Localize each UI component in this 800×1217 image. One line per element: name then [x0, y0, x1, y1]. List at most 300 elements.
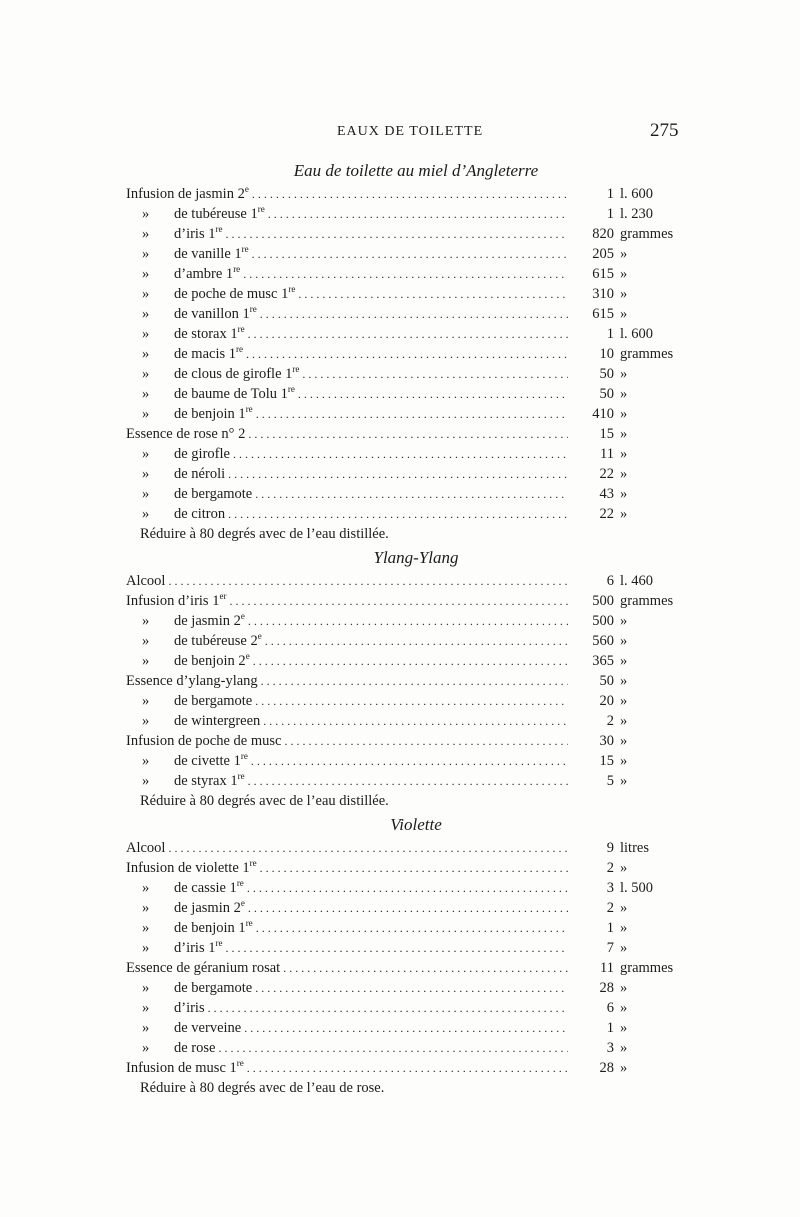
quantity [568, 591, 673, 611]
quantity-value: 50 [599, 673, 614, 689]
quantity [568, 691, 627, 711]
ingredient-row [126, 878, 688, 898]
ingredient-label [126, 631, 568, 651]
ingredient-label [126, 464, 568, 484]
ingredient-row [126, 404, 688, 424]
ingredient-name: de tubéreuse 1 [174, 206, 258, 222]
quantity-value: 205 [592, 246, 614, 262]
ingredient-name: de violette 1 [177, 860, 250, 876]
ditto-mark: » [142, 900, 150, 916]
ditto-mark: » [142, 306, 150, 322]
quantity-value: 50 [599, 366, 614, 382]
ingredient-row [126, 224, 688, 244]
quantity-value: 1 [606, 1020, 614, 1036]
ordinal-suffix: re [215, 224, 223, 235]
quantity [568, 324, 653, 344]
quantity-value: 410 [592, 406, 614, 422]
quantity-value: 15 [599, 426, 614, 442]
ordinal-suffix: e [257, 631, 262, 642]
quantity-value: 7 [606, 940, 614, 956]
section-title: Violette [390, 815, 442, 834]
ingredient-label [126, 671, 568, 691]
quantity [568, 671, 627, 691]
ingredient-name: de vanillon 1 [174, 306, 250, 322]
ordinal-suffix: re [249, 304, 257, 315]
ingredient-type: Essence [126, 426, 173, 442]
quantity-value: 11 [600, 960, 614, 976]
quantity-value: 615 [592, 306, 614, 322]
ditto-mark: » [142, 920, 150, 936]
ingredient-label [126, 571, 568, 591]
page-header [0, 120, 800, 150]
ingredient-name: de néroli [174, 466, 226, 482]
ordinal-suffix: e [240, 898, 245, 909]
quantity-unit: grammes [620, 346, 674, 362]
quantity-unit: litres [620, 840, 649, 856]
recipe-section [126, 545, 688, 812]
quantity-value: 6 [606, 1000, 614, 1016]
ingredient-label [126, 751, 568, 771]
quantity-unit: l. 500 [620, 880, 654, 896]
quantity [568, 938, 627, 958]
ordinal-suffix: re [236, 344, 244, 355]
quantity-unit: » [620, 386, 628, 402]
ingredient-label [126, 224, 568, 244]
ingredient-label [126, 424, 568, 444]
quantity-unit: grammes [620, 593, 674, 609]
quantity [568, 424, 627, 444]
ingredient-row [126, 244, 688, 264]
ingredient-name: de vanille 1 [174, 246, 242, 262]
ingredient-row [126, 938, 688, 958]
ingredient-row [126, 771, 688, 791]
ingredient-row [126, 464, 688, 484]
ditto-mark: » [142, 633, 150, 649]
quantity [568, 838, 649, 858]
ingredient-row [126, 384, 688, 404]
quantity-value: 1 [606, 326, 614, 342]
ingredient-label [126, 611, 568, 631]
ingredient-type: Infusion [126, 860, 175, 876]
ordinal-suffix: e [244, 184, 249, 195]
running-title: EAUX DE TOILETTE [337, 124, 484, 139]
recipe-content [126, 158, 688, 1099]
ingredient-type: Essence [126, 960, 173, 976]
ingredient-row [126, 324, 688, 344]
ingredient-label [126, 711, 568, 731]
ordinal-suffix: re [237, 324, 245, 335]
ingredient-label [126, 504, 568, 524]
quantity-unit: » [620, 653, 628, 669]
quantity-unit: » [620, 446, 628, 462]
ingredient-name: de benjoin 1 [174, 920, 246, 936]
quantity-unit: » [620, 733, 628, 749]
quantity-unit: » [620, 613, 628, 629]
quantity-unit: l. 600 [620, 186, 654, 202]
ingredient-label [126, 591, 568, 611]
quantity-unit: grammes [620, 960, 674, 976]
quantity-unit: » [620, 1000, 628, 1016]
ingredient-row [126, 898, 688, 918]
ingredient-name: de rose n° 2 [176, 426, 246, 442]
ingredient-name: de benjoin 2 [174, 653, 246, 669]
quantity [568, 264, 627, 284]
quantity [568, 878, 653, 898]
quantity [568, 611, 627, 631]
ingredient-row [126, 504, 688, 524]
ditto-mark: » [142, 246, 150, 262]
page-number: 275 [650, 120, 679, 141]
ingredient-name: de cassie 1 [174, 880, 237, 896]
quantity-unit: » [620, 1040, 628, 1056]
ingredient-name: de poche de musc 1 [174, 286, 289, 302]
ingredient-label [126, 184, 568, 204]
quantity-value: 1 [606, 920, 614, 936]
quantity-value: 2 [606, 860, 614, 876]
ingredient-name: de rose [174, 1040, 216, 1056]
ingredient-row [126, 731, 688, 751]
quantity-unit: » [620, 306, 628, 322]
quantity-value: 560 [592, 633, 614, 649]
quantity-unit: » [620, 633, 628, 649]
ditto-mark: » [142, 226, 150, 242]
ingredient-type: Alcool [126, 840, 166, 856]
ordinal-suffix: re [236, 1058, 244, 1069]
ingredient-row [126, 751, 688, 771]
ingredient-name: d’ambre 1 [174, 266, 234, 282]
ingredient-label [126, 244, 568, 264]
ingredient-name: d’ylang-ylang [176, 673, 258, 689]
ingredient-name: de géranium rosat [176, 960, 281, 976]
ingredient-row [126, 711, 688, 731]
quantity-value: 43 [599, 486, 614, 502]
ingredient-label [126, 484, 568, 504]
quantity-value: 28 [599, 1060, 614, 1076]
ingredient-label [126, 731, 568, 751]
ingredient-row [126, 958, 688, 978]
ditto-mark: » [142, 406, 150, 422]
ingredient-row [126, 978, 688, 998]
ordinal-suffix: re [245, 404, 253, 415]
quantity-value: 500 [592, 613, 614, 629]
ingredient-type: Infusion [126, 1060, 175, 1076]
quantity [568, 284, 627, 304]
quantity [568, 384, 627, 404]
ingredient-label [126, 284, 568, 304]
ingredient-row [126, 611, 688, 631]
quantity [568, 464, 627, 484]
ingredient-label [126, 384, 568, 404]
quantity-unit: » [620, 773, 628, 789]
ingredient-type: Infusion [126, 593, 175, 609]
ditto-mark: » [142, 773, 150, 789]
ingredient-label [126, 838, 568, 858]
quantity-unit: » [620, 693, 628, 709]
ingredient-name: de bergamote [174, 693, 253, 709]
ingredient-name: de styrax 1 [174, 773, 238, 789]
ingredient-row [126, 671, 688, 691]
ingredient-label [126, 364, 568, 384]
ingredient-row [126, 364, 688, 384]
ingredient-label [126, 344, 568, 364]
quantity [568, 184, 653, 204]
recipe-section [126, 158, 688, 545]
quantity-value: 820 [592, 226, 614, 242]
quantity-unit: » [620, 1020, 628, 1036]
quantity [568, 571, 653, 591]
quantity-value: 3 [606, 880, 614, 896]
recipe-section [126, 812, 688, 1099]
ingredient-label [126, 771, 568, 791]
quantity [568, 504, 627, 524]
quantity-value: 1 [606, 206, 614, 222]
ingredient-label [126, 1018, 568, 1038]
quantity-unit: » [620, 286, 628, 302]
quantity-value: 6 [606, 573, 614, 589]
quantity [568, 404, 627, 424]
quantity-value: 28 [599, 980, 614, 996]
ingredient-row [126, 204, 688, 224]
ingredient-type: Infusion [126, 733, 175, 749]
instruction-note: Réduire à 80 degrés avec de l’eau distillée. [140, 793, 389, 809]
ingredient-row [126, 184, 688, 204]
ingredient-name: d’iris [174, 1000, 205, 1016]
ingredient-name: d’iris 1 [177, 593, 220, 609]
ingredient-name: de poche de musc [177, 733, 282, 749]
quantity [568, 898, 627, 918]
ingredient-name: d’iris 1 [174, 226, 216, 242]
quantity-unit: » [620, 1060, 628, 1076]
quantity [568, 651, 627, 671]
ingredient-row [126, 691, 688, 711]
quantity-value: 2 [606, 713, 614, 729]
ditto-mark: » [142, 713, 150, 729]
ordinal-suffix: er [219, 591, 227, 602]
ingredient-label [126, 324, 568, 344]
quantity-unit: » [620, 506, 628, 522]
ditto-mark: » [142, 693, 150, 709]
ditto-mark: » [142, 613, 150, 629]
quantity [568, 1058, 627, 1078]
ordinal-suffix: re [233, 264, 241, 275]
quantity [568, 631, 627, 651]
quantity-value: 9 [606, 840, 614, 856]
ordinal-suffix: e [245, 651, 250, 662]
ingredient-name: de tubéreuse 2 [174, 633, 258, 649]
quantity-unit: » [620, 920, 628, 936]
ditto-mark: » [142, 506, 150, 522]
ordinal-suffix: e [240, 611, 245, 622]
quantity-value: 500 [592, 593, 614, 609]
ingredient-label [126, 264, 568, 284]
quantity [568, 1018, 627, 1038]
ditto-mark: » [142, 446, 150, 462]
ingredient-row [126, 304, 688, 324]
quantity-value: 5 [606, 773, 614, 789]
quantity-unit: » [620, 466, 628, 482]
quantity-value: 1 [606, 186, 614, 202]
quantity-unit: l. 600 [620, 326, 654, 342]
quantity [568, 444, 627, 464]
quantity-unit: l. 460 [620, 573, 654, 589]
ditto-mark: » [142, 206, 150, 222]
ditto-mark: » [142, 1020, 150, 1036]
ingredient-row [126, 1058, 688, 1078]
quantity [568, 918, 627, 938]
quantity-unit: » [620, 753, 628, 769]
ordinal-suffix: re [292, 364, 300, 375]
quantity-unit: » [620, 860, 628, 876]
ingredient-label [126, 304, 568, 324]
ingredient-label [126, 878, 568, 898]
quantity-unit: » [620, 246, 628, 262]
ditto-mark: » [142, 653, 150, 669]
ingredient-name: de musc 1 [177, 1060, 237, 1076]
quantity-unit: » [620, 980, 628, 996]
ingredient-name: d’iris 1 [174, 940, 216, 956]
quantity-value: 11 [600, 446, 614, 462]
ditto-mark: » [142, 366, 150, 382]
ingredient-row [126, 264, 688, 284]
quantity-unit: » [620, 713, 628, 729]
ingredient-label [126, 1038, 568, 1058]
ingredient-name: de baume de Tolu 1 [174, 386, 288, 402]
quantity-unit: grammes [620, 226, 674, 242]
ditto-mark: » [142, 940, 150, 956]
quantity [568, 958, 673, 978]
ingredient-row [126, 444, 688, 464]
ingredient-label [126, 651, 568, 671]
ordinal-suffix: re [241, 244, 249, 255]
ordinal-suffix: re [287, 384, 295, 395]
quantity-value: 22 [599, 466, 614, 482]
ingredient-label [126, 691, 568, 711]
quantity-unit: » [620, 366, 628, 382]
ingredient-row [126, 998, 688, 1018]
ingredient-name: de wintergreen [174, 713, 261, 729]
ingredient-row [126, 1018, 688, 1038]
ditto-mark: » [142, 386, 150, 402]
ingredient-label [126, 858, 568, 878]
section-title: Eau de toilette au miel d’Angleterre [293, 161, 539, 180]
ingredient-name: de jasmin 2 [174, 900, 241, 916]
ditto-mark: » [142, 466, 150, 482]
ingredient-name: de citron [174, 506, 226, 522]
ingredient-type: Alcool [126, 573, 166, 589]
quantity-value: 20 [599, 693, 614, 709]
ditto-mark: » [142, 1040, 150, 1056]
quantity-unit: » [620, 486, 628, 502]
quantity [568, 1038, 627, 1058]
ingredient-name: de jasmin 2 [177, 186, 245, 202]
quantity-unit: » [620, 426, 628, 442]
ingredient-row [126, 344, 688, 364]
ingredient-row [126, 838, 688, 858]
section-title: Ylang-Ylang [373, 548, 459, 567]
ditto-mark: » [142, 286, 150, 302]
ingredient-name: de civette 1 [174, 753, 241, 769]
ingredient-row [126, 651, 688, 671]
ditto-mark: » [142, 326, 150, 342]
quantity-value: 10 [599, 346, 614, 362]
quantity [568, 751, 627, 771]
quantity-value: 3 [606, 1040, 614, 1056]
quantity [568, 204, 653, 224]
quantity-value: 30 [599, 733, 614, 749]
quantity-value: 365 [592, 653, 614, 669]
ingredient-label [126, 898, 568, 918]
quantity [568, 978, 627, 998]
ingredient-row [126, 631, 688, 651]
ingredient-row [126, 858, 688, 878]
ordinal-suffix: re [288, 284, 296, 295]
ingredient-label [126, 978, 568, 998]
ingredient-row [126, 591, 688, 611]
instruction-note: Réduire à 80 degrés avec de l’eau de rose. [140, 1080, 385, 1096]
quantity [568, 484, 627, 504]
ordinal-suffix: re [245, 918, 253, 929]
quantity-value: 310 [592, 286, 614, 302]
ingredient-label [126, 444, 568, 464]
ingredient-label [126, 958, 568, 978]
quantity-value: 15 [599, 753, 614, 769]
ingredient-row [126, 424, 688, 444]
ditto-mark: » [142, 1000, 150, 1016]
ingredient-row [126, 484, 688, 504]
ordinal-suffix: re [257, 204, 265, 215]
ditto-mark: » [142, 486, 150, 502]
quantity-unit: » [620, 266, 628, 282]
ingredient-label [126, 938, 568, 958]
ingredient-type: Infusion [126, 186, 175, 202]
quantity-unit: » [620, 900, 628, 916]
quantity [568, 771, 627, 791]
quantity-value: 50 [599, 386, 614, 402]
quantity [568, 304, 627, 324]
ingredient-row [126, 571, 688, 591]
ditto-mark: » [142, 980, 150, 996]
ingredient-name: de clous de girofle 1 [174, 366, 293, 382]
quantity [568, 364, 627, 384]
ingredient-label [126, 1058, 568, 1078]
quantity [568, 224, 673, 244]
quantity-value: 615 [592, 266, 614, 282]
ingredient-name: de bergamote [174, 486, 253, 502]
quantity-unit: » [620, 940, 628, 956]
quantity [568, 998, 627, 1018]
ditto-mark: » [142, 753, 150, 769]
ordinal-suffix: re [215, 938, 223, 949]
ingredient-name: de storax 1 [174, 326, 238, 342]
ingredient-name: de girofle [174, 446, 230, 462]
ingredient-row [126, 918, 688, 938]
quantity [568, 344, 673, 364]
ingredient-row [126, 1038, 688, 1058]
quantity-value: 2 [606, 900, 614, 916]
ingredient-name: de benjoin 1 [174, 406, 246, 422]
quantity [568, 731, 627, 751]
quantity [568, 858, 627, 878]
quantity-value: 22 [599, 506, 614, 522]
ingredient-name: de bergamote [174, 980, 253, 996]
ordinal-suffix: re [237, 771, 245, 782]
ingredient-label [126, 998, 568, 1018]
ingredient-label [126, 404, 568, 424]
instruction-note: Réduire à 80 degrés avec de l’eau distillée. [140, 526, 389, 542]
ditto-mark: » [142, 346, 150, 362]
ingredient-row [126, 284, 688, 304]
ingredient-name: de verveine [174, 1020, 242, 1036]
